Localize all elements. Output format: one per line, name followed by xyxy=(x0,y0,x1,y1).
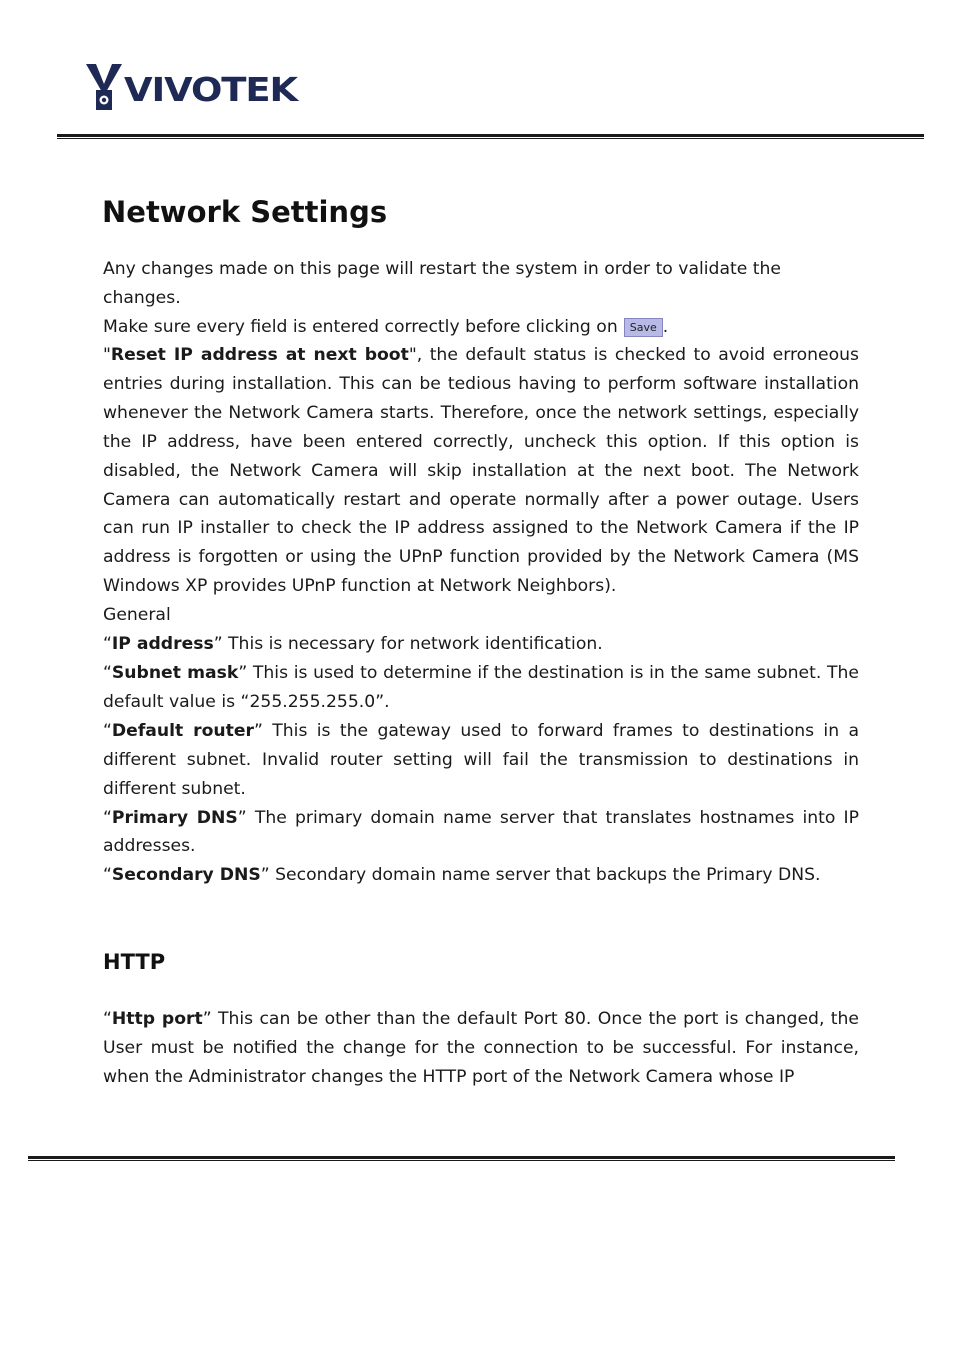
http-port-text: ” This can be other than the default Port 80. Once the port is changed, the User must be notified the change for the connection to be successful. For instance, when the Administrator changes the HTTP port of the Network Camera whose IP xyxy=(103,1009,859,1087)
save-button[interactable]: Save xyxy=(624,318,663,337)
field-secondary-dns: “Secondary DNS” Secondary domain name server that backups the Primary DNS. xyxy=(103,865,821,886)
intro-line2-end: . xyxy=(662,316,669,337)
intro-paragraph xyxy=(103,255,859,342)
camera-logo-icon xyxy=(84,62,124,112)
intro-line1: Any changes made on this page will restart the system in order to validate the changes. xyxy=(103,259,781,308)
vivotek-logo xyxy=(84,62,298,114)
http-heading: HTTP xyxy=(103,950,166,974)
field-default-router: “Default router” This is the gateway used to forward frames to destinations in a different subnet. Invalid router setting will fail the transmission to destinations in different subnet. xyxy=(103,720,859,799)
footer-divider xyxy=(28,1156,895,1161)
reset-ip-paragraph: "Reset IP address at next boot", the default status is checked to avoid erroneous entries during installation. This can be tedious having to perform software installation whenever the Network Camera starts. Therefore, once the network settings, especially the IP address, have been entered correctly, uncheck this option. If this option is disabled, the Network Camera will skip installation at the next boot. The Network Camera can automatically restart and operate normally after a power outage. Users can run IP installer to check the IP address assigned to the Network Camera if the IP address is forgotten or using the UPnP function provided by the Network Camera (MS Windows XP provides UPnP function at Network Neighbors). xyxy=(103,345,859,597)
http-port-term: Http port xyxy=(111,1009,203,1029)
field-ip-address: “IP address” This is necessary for network identification. xyxy=(103,634,603,655)
http-port-paragraph: “Http port” This can be other than the default Port 80. Once the port is changed, the User must be notified the change for the connection to be successful. For instance, when the Administrator changes the HTTP port of the Network Camera whose IP xyxy=(103,1009,859,1087)
field-subnet-mask: “Subnet mask” This is used to determine if the destination is in the same subnet. The default value is “255.255.255.0”. xyxy=(103,662,859,712)
logo-wordmark: VIVOTEK xyxy=(124,70,298,109)
page-title: Network Settings xyxy=(102,195,388,229)
reset-ip-term: Reset IP address at next boot xyxy=(110,345,409,365)
general-label: General xyxy=(103,605,171,626)
network-description xyxy=(103,341,859,890)
intro-line2: Make sure every field is entered correctly before clicking on xyxy=(103,316,618,337)
header-divider xyxy=(57,134,924,139)
reset-ip-text: ", the default status is checked to avoid erroneous entries during installation. This can be tedious having to perform software installation whenever the Network Camera starts. Therefore, once the network settings, especially the IP address, have been entered correctly, uncheck this option. If this option is disabled, the Network Camera will skip installation at the next boot. The Network Camera can automatically restart and operate normally after a power outage. Users can run IP installer to check the IP address assigned to the Network Camera if the IP address is forgotten or using the UPnP function provided by the Network Camera (MS Windows XP provides UPnP function at Network Neighbors). xyxy=(103,345,859,597)
field-primary-dns: “Primary DNS” The primary domain name server that translates hostnames into IP addresses. xyxy=(103,807,859,857)
